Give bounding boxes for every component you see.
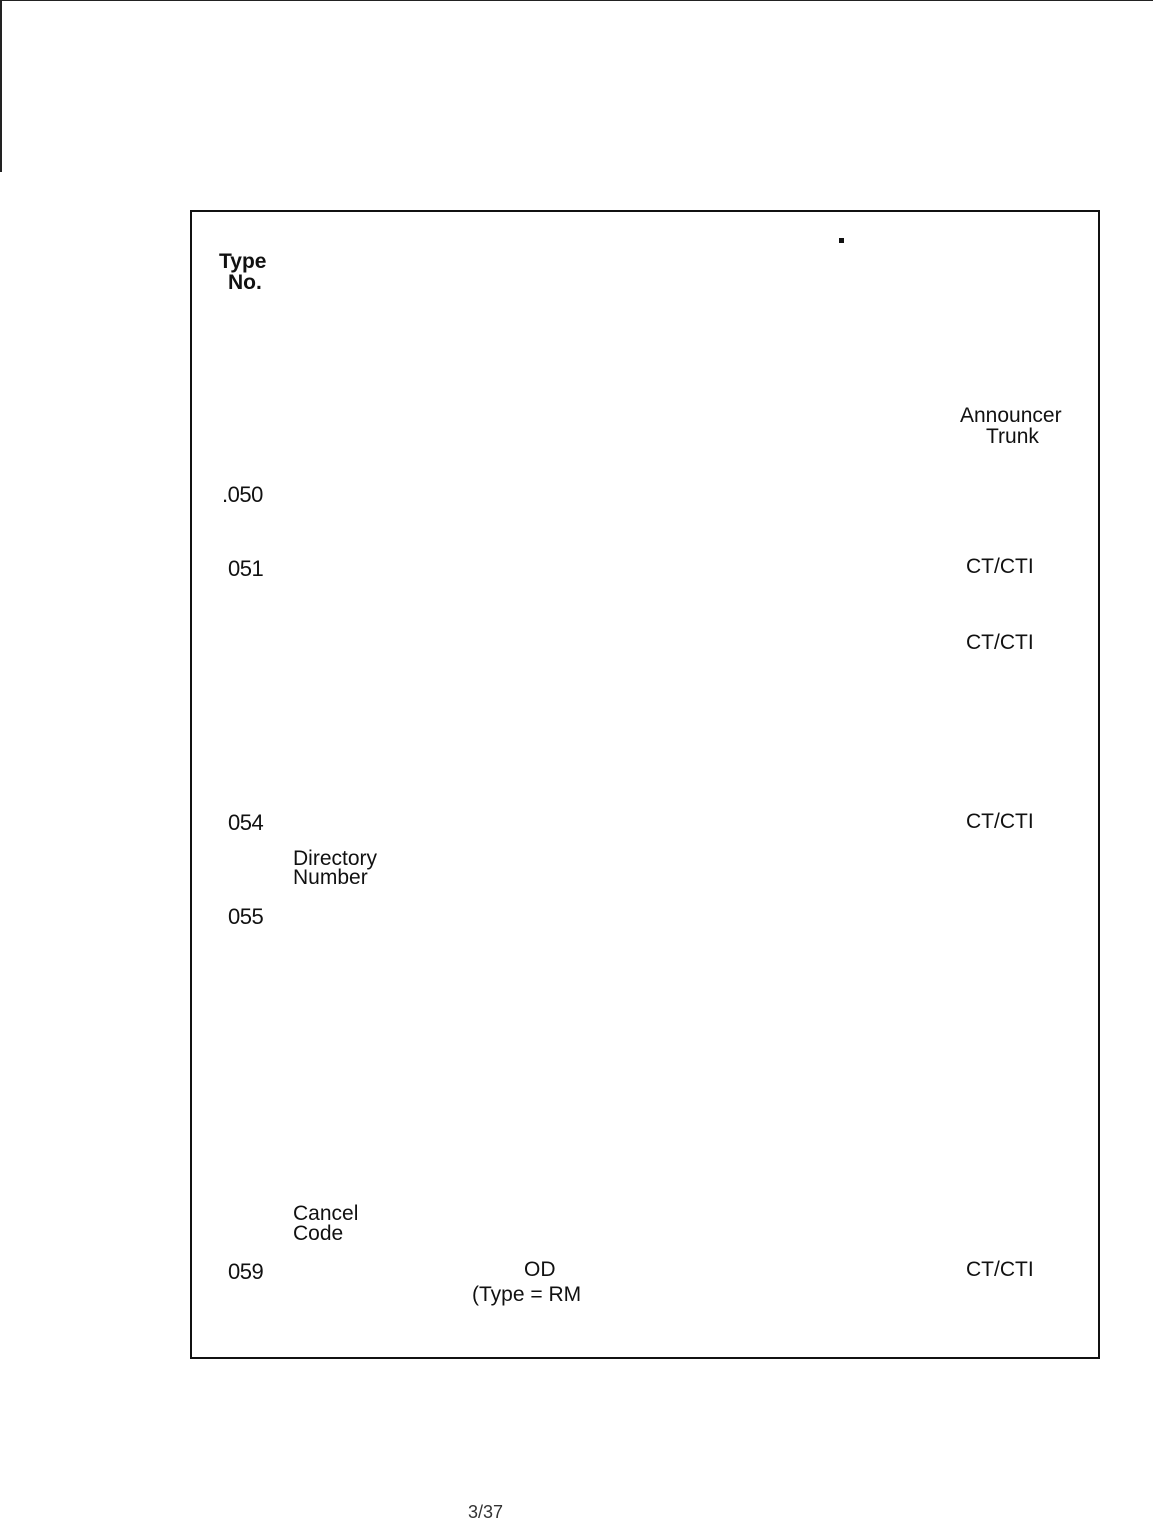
scan-border-top xyxy=(0,0,1153,1)
type-no-059: 059 xyxy=(228,1259,264,1284)
ct-cti-051: CT/CTI xyxy=(966,555,1034,578)
ct-cti-059: CT/CTI xyxy=(966,1258,1034,1281)
stray-dot-mark xyxy=(839,238,844,243)
number-label: Number xyxy=(293,866,368,889)
code-label: Code xyxy=(293,1222,344,1245)
od-label: OD xyxy=(524,1258,556,1281)
type-no-054: 054 xyxy=(228,810,264,835)
trunk-label: Trunk xyxy=(986,425,1039,448)
type-rm-label: (Type = RM xyxy=(472,1283,582,1306)
type-no-051: 051 xyxy=(228,556,264,581)
directory-label: Directory xyxy=(293,847,378,870)
ct-cti-row-2: CT/CTI xyxy=(966,631,1034,654)
type-no-050: .050 xyxy=(222,482,263,507)
announcer-label: Announcer xyxy=(960,404,1062,427)
cancel-label: Cancel xyxy=(293,1202,359,1225)
ct-cti-054: CT/CTI xyxy=(966,810,1034,833)
scan-border-left xyxy=(0,0,2,172)
page-number: 3/37 xyxy=(468,1502,504,1522)
header-no-label: No. xyxy=(228,271,262,294)
data-table-frame xyxy=(190,210,1100,1359)
type-no-055: 055 xyxy=(228,904,264,929)
header-type-label: Type xyxy=(219,250,267,273)
